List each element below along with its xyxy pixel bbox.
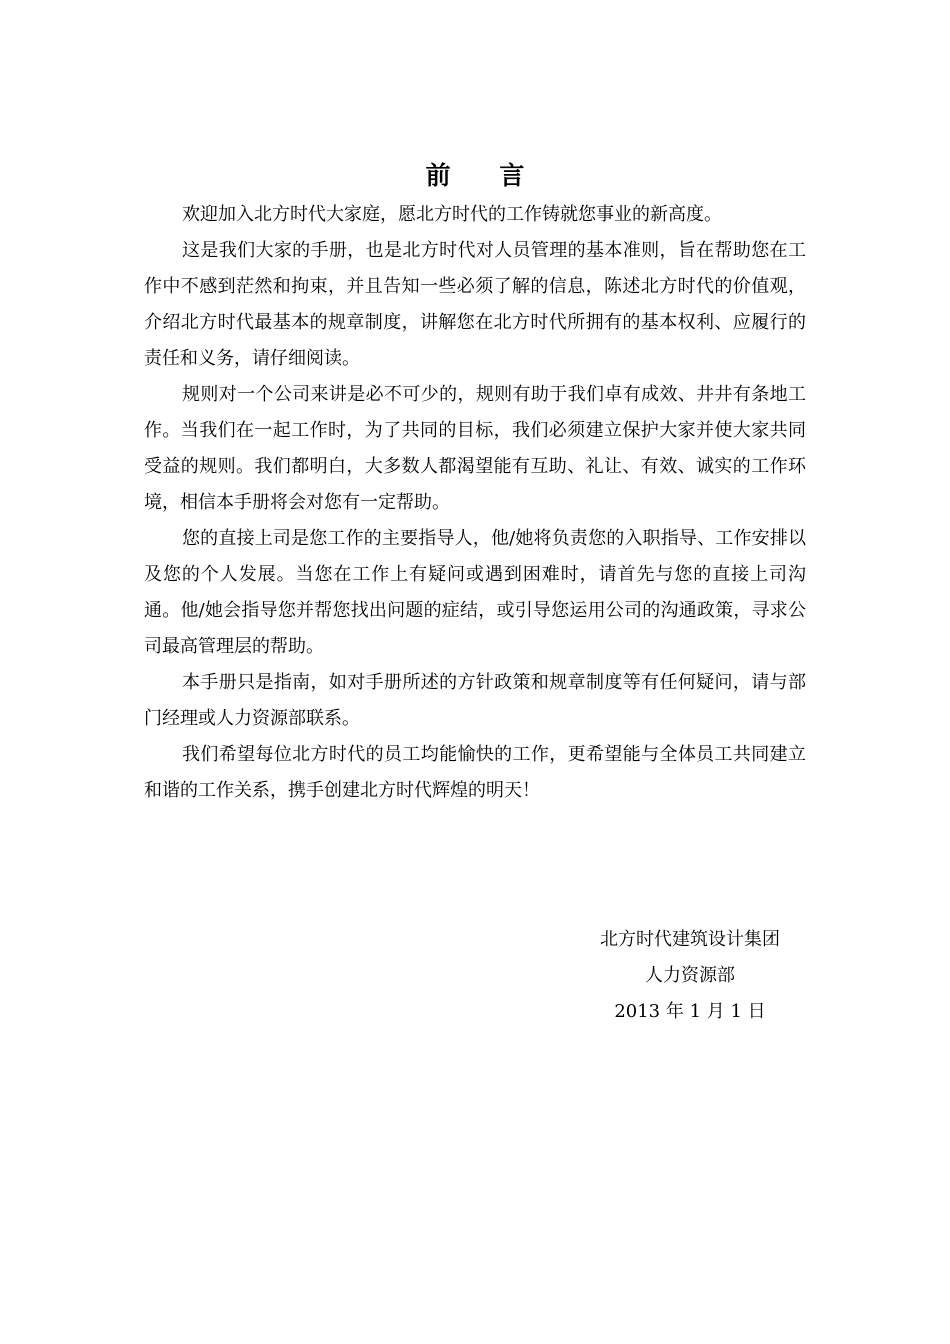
signature-block bbox=[560, 922, 820, 1030]
signature-organization: 北方时代建筑设计集团 bbox=[600, 929, 780, 950]
paragraph-guide: 本手册只是指南，如对手册所述的方针政策和规章制度等有任何疑问，请与部门经理或人力资源部联系。 bbox=[144, 672, 806, 729]
paragraph-closing: 我们希望每位北方时代的员工均能愉快的工作，更希望能与全体员工共同建立和谐的工作关系，携手创建北方时代辉煌的明天！ bbox=[144, 744, 806, 801]
paragraph-supervisor: 您的直接上司是您工作的主要指导人，他/她将负责您的入职指导、工作安排以及您的个人发展。当您在工作上有疑问或遇到困难时，请首先与您的直接上司沟通。他/她会指导您并帮您找出问题的症结，或引导您运用公司的沟通政策，寻求公司最高管理层的帮助。 bbox=[144, 528, 806, 657]
preface-body bbox=[144, 197, 806, 809]
paragraph-handbook-purpose: 这是我们大家的手册，也是北方时代对人员管理的基本准则，旨在帮助您在工作中不感到茫然和拘束，并且告知一些必须了解的信息，陈述北方时代的价值观，介绍北方时代最基本的规章制度，讲解您在北方时代所拥有的基本权利、应履行的责任和义务，请仔细阅读。 bbox=[144, 240, 806, 369]
paragraph-welcome: 欢迎加入北方时代大家庭，愿北方时代的工作铸就您事业的新高度。 bbox=[182, 204, 722, 225]
paragraph-rules: 规则对一个公司来讲是必不可少的，规则有助于我们卓有成效、井井有条地工作。当我们在一起工作时，为了共同的目标，我们必须建立保护大家并使大家共同受益的规则。我们都明白，大多数人都渴望能有互助、礼让、有效、诚实的工作环境，相信本手册将会对您有一定帮助。 bbox=[144, 384, 806, 513]
signature-date: 2013 年 1 月 1 日 bbox=[614, 1001, 766, 1022]
signature-department: 人力资源部 bbox=[645, 965, 735, 986]
page-title: 前 言 bbox=[425, 161, 545, 190]
